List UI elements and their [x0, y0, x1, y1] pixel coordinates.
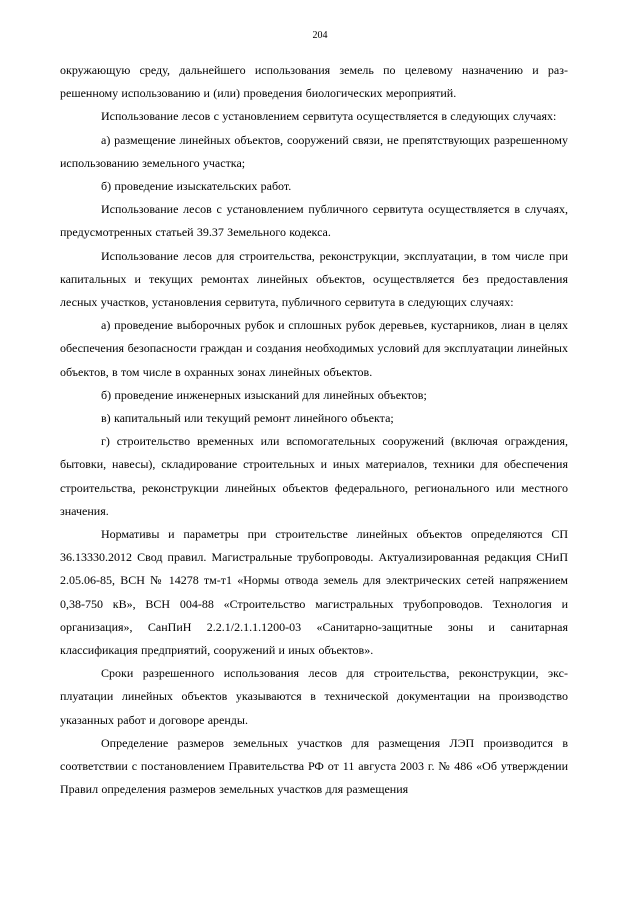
paragraph-4: б) проведение изыскательских работ. — [101, 179, 292, 194]
paragraph-5: Использование лесов с установлением публичного сервитута осуществляется в случаях, предусмотренных статьей 39.37 Земельного кодекса. — [60, 202, 568, 240]
paragraph-1: окружающую среду, дальнейшего использования земель по целевому назначению и разрешенному использованию и (или) проведения биологических мероприятий. — [60, 63, 568, 101]
paragraph-2: Использование лесов с установлением сервитута осуществляется в следующих случаях: — [101, 109, 557, 124]
paragraph-6: Использование лесов для строительства, реконструкции, эксплуатации, в том числе при капитальных и текущих ремонтах линейных объектов, осуществляется без предоставления лесных участков, установления сервитута, публичного сервитута в следующих случаях: — [60, 248, 568, 310]
body-text — [60, 59, 568, 802]
paragraph-3: а) размещение линейных объектов, сооружений связи, не препятствующих разрешенному использованию земельного участка; — [60, 132, 568, 170]
paragraph-11: Нормативы и параметры при строительстве линейных объектов определяются СП 36.13330.2012 Свод правил. Магистральные трубопроводы. Актуализированная редакция СНиП 2.05.06-85, ВСН № 14278 тм-т1 «Нормы отвода земель для электрических сетей напряжением 0,38-750 кВ», ВСН 004-88 «Строительство магистральных трубопроводов. Технология и организация», СанПиН 2.2.1/2.1.1.1200-03 «Санитарно-защитные зоны и санитарная классификация предприятий, сооружений и иных объектов». — [60, 527, 568, 658]
paragraph-13: Определение размеров земельных участков для размещения ЛЭП производится в соответствии с постановлением Правительства РФ от 11 августа 2003 г. № 486 «Об утверждении Правил определения размеров земельных участков для размещения — [60, 735, 568, 797]
paragraph-7: а) проведение выборочных рубок и сплошных рубок деревьев, кустарников, лиан в целях обеспечения безопасности граждан и создания необходимых условий для эксплуатации линейных объектов, в том числе в охранных зонах линейных объектов. — [60, 318, 568, 379]
page-number: 204 — [312, 30, 328, 41]
paragraph-12: Сроки разрешенного использования лесов для строительства, реконструкции, эксплуатации линейных объектов указываются в технической документации на производство указанных работ и договоре аренды. — [60, 666, 568, 727]
paragraph-9: в) капитальный или текущий ремонт линейного объекта; — [101, 411, 394, 426]
paragraph-8: б) проведение инженерных изысканий для линейных объектов; — [101, 387, 427, 402]
paragraph-10: г) строительство временных или вспомогательных сооружений (включая ограждения, бытовки, навесы), складирование строительных и иных материалов, техники для обеспечения строительства, реконструкции линейных объектов федерального, регионального или местного значения. — [60, 434, 568, 518]
